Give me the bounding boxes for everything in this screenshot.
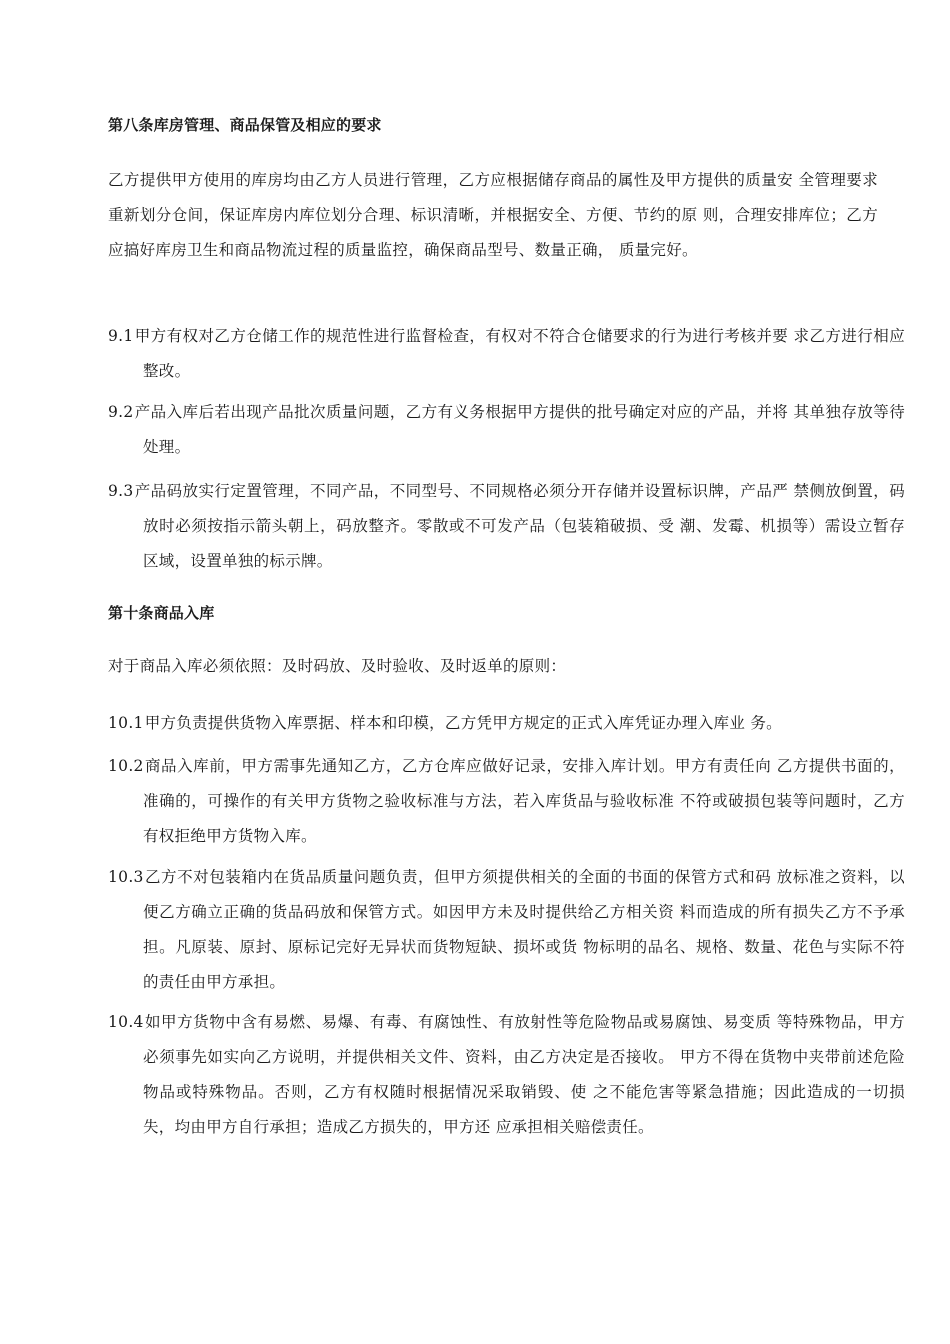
clause-9-2 (108, 395, 905, 465)
clause-number: 10.4 (108, 1013, 144, 1031)
clause-number: 10.1 (108, 714, 144, 732)
section-8-title: 第八条库房管理、商品保管及相应的要求 (108, 116, 382, 134)
clause-number: 9.1 (108, 327, 134, 345)
clause-10-2 (108, 749, 905, 854)
clause-text: 甲方有权对乙方仓储工作的规范性进行监督检查，有权对不符合仓储要求的行为进行考核并要 求乙方进行相应整改。 (134, 327, 905, 380)
clause-9-3 (108, 474, 905, 579)
clause-10-3 (108, 860, 905, 1000)
section-10-intro: 对于商品入库必须依照：及时码放、及时验收、及时返单的原则： (108, 657, 567, 675)
section-10-title: 第十条商品入库 (108, 604, 215, 622)
clause-9-1 (108, 319, 905, 389)
clause-text: 甲方负责提供货物入库票据、样本和印模，乙方凭甲方规定的正式入库凭证办理入库业 务。 (144, 714, 782, 732)
clause-text: 商品入库前，甲方需事先通知乙方，乙方仓库应做好记录，安排入库计划。甲方有责任向 乙方提供书面的，准确的，可操作的有关甲方货物之验收标准与方法，若入库货品与验收标准 不符或破损包装等问题时，乙方有权拒绝甲方货物入库。 (143, 757, 905, 845)
clause-number: 9.2 (108, 403, 134, 421)
clause-text: 产品码放实行定置管理，不同产品，不同型号、不同规格必须分开存储并设置标识牌，产品严 禁侧放倒置，码放时必须按指示箭头朝上，码放整齐。零散或不可发产品（包装箱破损、受 潮、发霉、机损等）需设立暂存区域，设置单独的标示牌。 (134, 482, 905, 570)
clause-text: 产品入库后若出现产品批次质量问题，乙方有义务根据甲方提供的批号确定对应的产品，并将 其单独存放等待处理。 (134, 403, 905, 456)
clause-number: 10.3 (108, 868, 144, 886)
clause-10-4 (108, 1005, 905, 1145)
clause-number: 9.3 (108, 482, 134, 500)
section-8-intro: 乙方提供甲方使用的库房均由乙方人员进行管理，乙方应根据储存商品的属性及甲方提供的质量安 全管理要求重新划分仓间，保证库房内库位划分合理、标识清晰，并根据安全、方便、节约的原 则，合理安排库位；乙方应搞好库房卫生和商品物流过程的质量监控，确保商品型号、数量正确， 质量完好。 (108, 171, 878, 259)
clause-number: 10.2 (108, 757, 144, 775)
clause-text: 乙方不对包装箱内在货品质量问题负责，但甲方须提供相关的全面的书面的保管方式和码 放标准之资料，以便乙方确立正确的货品码放和保管方式。如因甲方未及时提供给乙方相关资 料而造成的所有损失乙方不予承担。凡原装、原封、原标记完好无异状而货物短缺、损坏或货 物标明的品名、规格、数量、花色与实际不符的责任由甲方承担。 (143, 868, 905, 991)
clause-text: 如甲方货物中含有易燃、易爆、有毒、有腐蚀性、有放射性等危险物品或易腐蚀、易变质 等特殊物品，甲方必须事先如实向乙方说明，并提供相关文件、资料，由乙方决定是否接收。 甲方不得在货物中夹带前述危险物品或特殊物品。否则，乙方有权随时根据情况采取销毁、使 之不能危害等紧急措施；因此造成的一切损失，均由甲方自行承担；造成乙方损失的，甲方还 应承担相关赔偿责任。 (143, 1013, 905, 1136)
clause-10-1 (108, 706, 905, 741)
